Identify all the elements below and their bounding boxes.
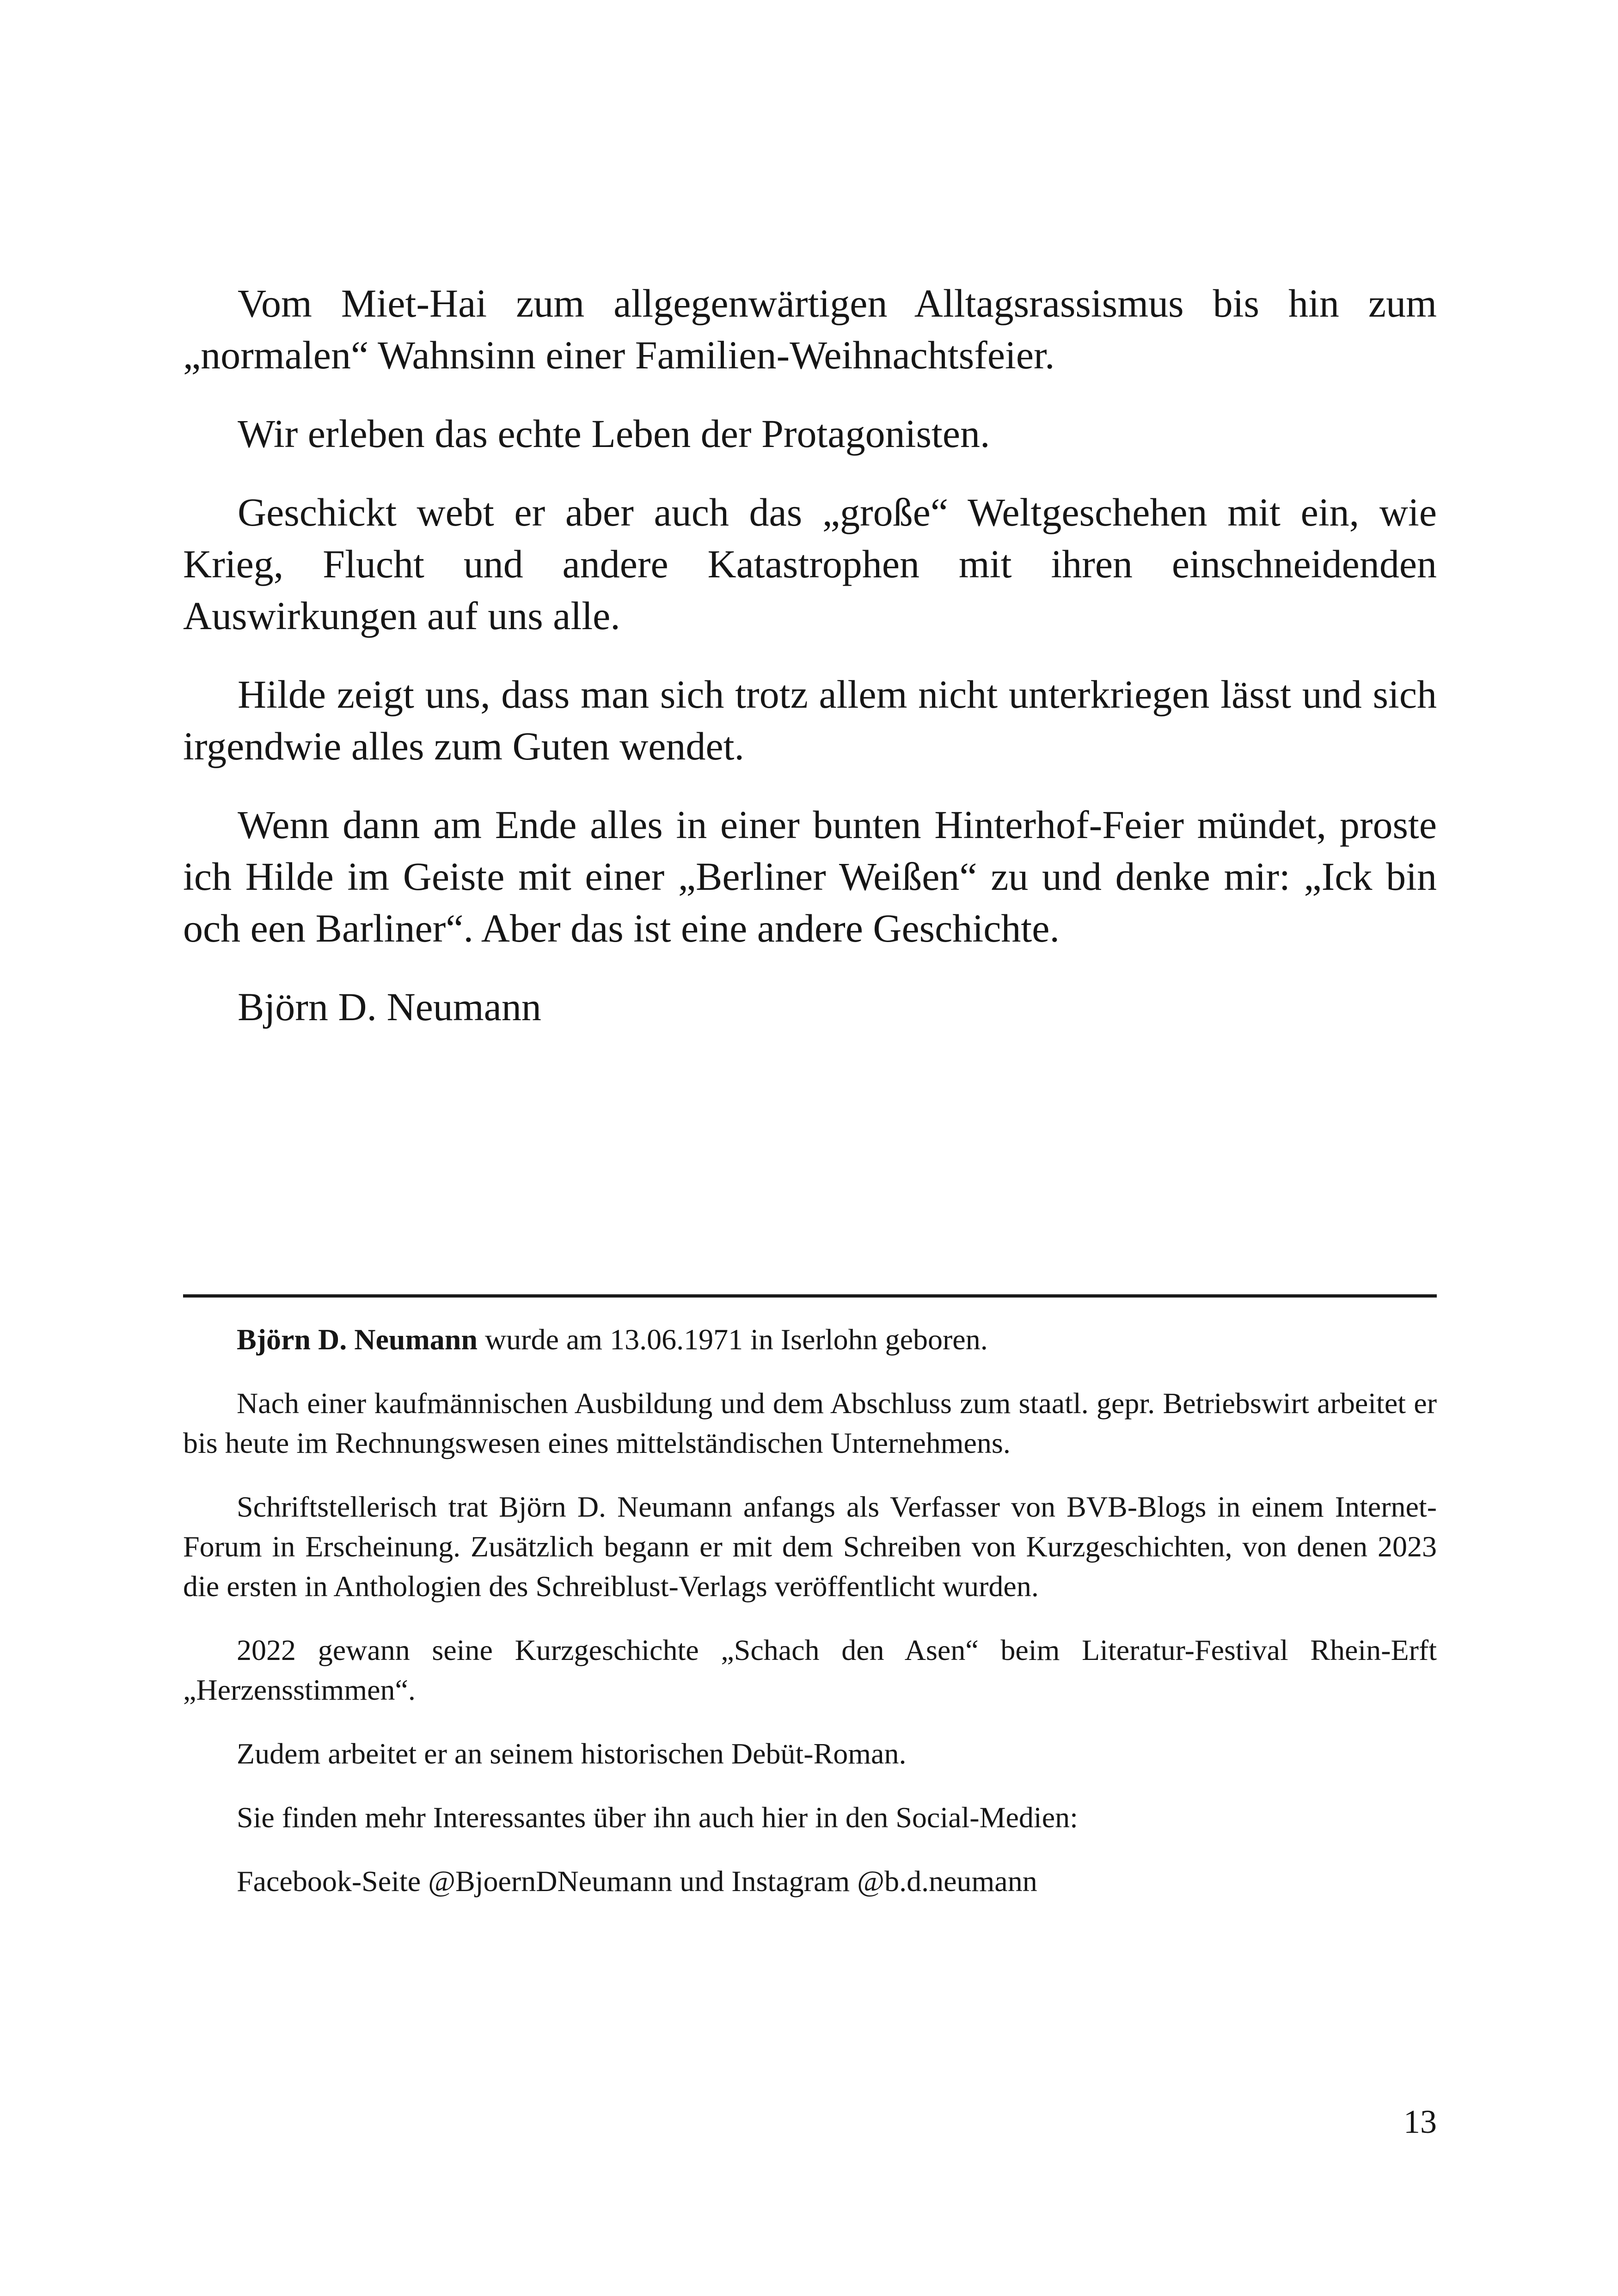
bio-social-intro-paragraph: Sie finden mehr Interessantes über ihn auch hier in den Social-Medien: [237,1801,1078,1834]
paragraph-weltgeschehen: Geschickt webt er aber auch das „große“ Weltgeschehen mit ein, wie Krieg, Flucht und andere Katastrophen mit ihren einschneidenden Auswirkungen auf uns alle. [183,490,1437,638]
main-text-block [183,277,1437,1059]
paragraph-hinterhof-feier: Wenn dann am Ende alles in einer bunten Hinterhof-Feier mündet, proste ich Hilde im Geiste mit einer „Berliner Weißen“ zu und denke mir: „Ick bin och een Barliner“. Aber das ist eine andere Geschichte. [183,802,1437,950]
bio-novel-paragraph: Zudem arbeitet er an seinem historischen Debüt-Roman. [237,1737,907,1770]
author-name: Björn D. Neumann [237,1323,478,1356]
author-bio-footnote [183,1320,1437,1925]
paragraph-hilde: Hilde zeigt uns, dass man sich trotz allem nicht unterkriegen lässt und sich irgendwie alles zum Guten wendet. [183,672,1437,768]
paragraph-miet-hai: Vom Miet-Hai zum allgegenwärtigen Alltagsrassismus bis hin zum „normalen“ Wahnsinn einer Familien-Weihnachtsfeier. [183,281,1437,377]
bio-career-paragraph: Nach einer kaufmännischen Ausbildung und dem Abschluss zum staatl. gepr. Betriebswirt arbeitet er bis heute im Rechnungswesen eines mittelständischen Unternehmens. [183,1387,1437,1459]
bio-award-paragraph: 2022 gewann seine Kurzgeschichte „Schach den Asen“ beim Literatur-Festival Rhein-Erft „Herzensstimmen“. [183,1634,1437,1706]
footnote-divider [183,1294,1437,1298]
bio-social-handles-paragraph: Facebook-Seite @BjoernDNeumann und Instagram @b.d.neumann [237,1865,1037,1898]
paragraph-protagonisten: Wir erleben das echte Leben der Protagonisten. [238,411,990,456]
bio-birth-paragraph [183,1320,1437,1359]
bio-birth-text: wurde am 13.06.1971 in Iserlohn geboren. [477,1323,988,1356]
signature: Björn D. Neumann [238,985,541,1029]
bio-writing-paragraph: Schriftstellerisch trat Björn D. Neumann anfangs als Verfasser von BVB-Blogs in einem Internet-Forum in Erscheinung. Zusätzlich begann er mit dem Schreiben von Kurzgeschichten, von denen 2023 die ersten in Anthologien des Schreiblust-Verlags veröffentlicht wurden. [183,1490,1437,1603]
page-number: 13 [1403,2103,1437,2140]
